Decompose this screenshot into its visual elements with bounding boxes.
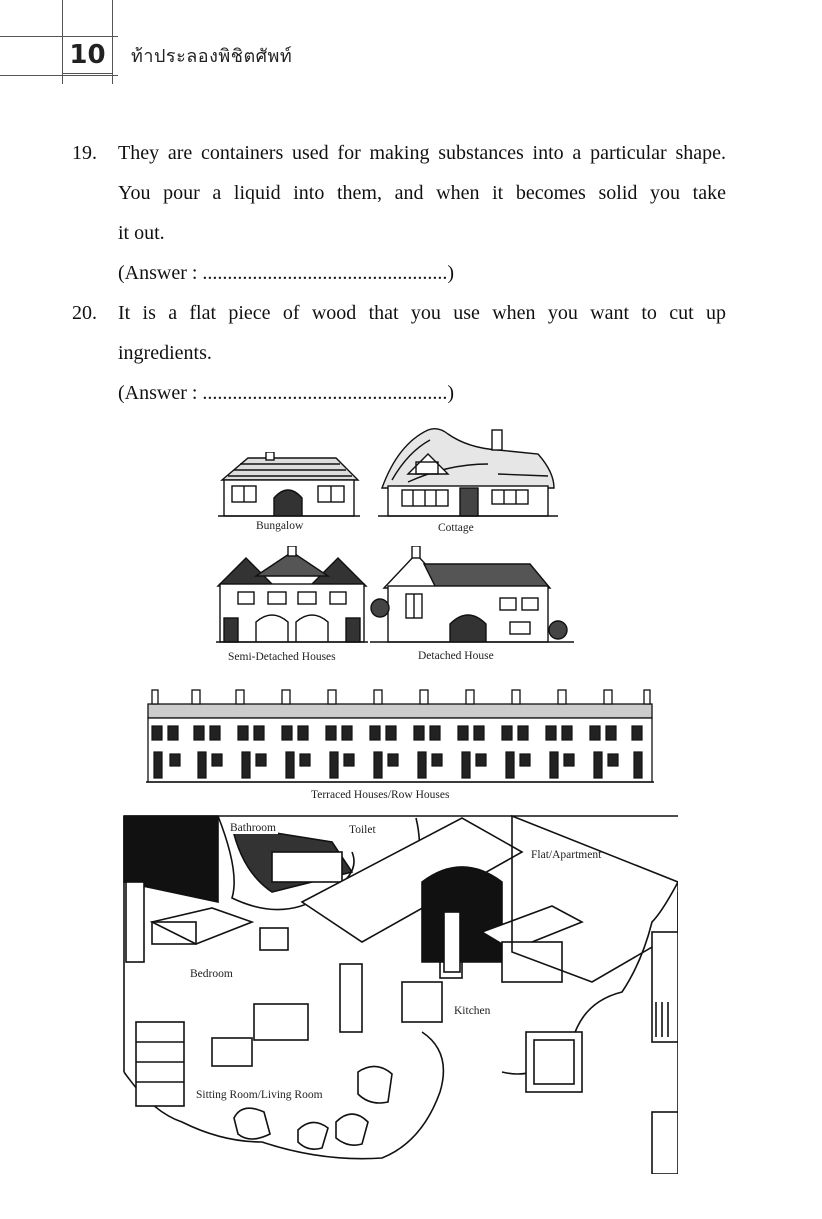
- caption-flat-apartment: Flat/Apartment: [531, 849, 602, 861]
- caption-semi-detached: Semi-Detached Houses: [228, 651, 336, 663]
- caption-sitting-room: Sitting Room/Living Room: [196, 1089, 323, 1101]
- semi-detached-illustration: [216, 546, 368, 646]
- question-19-line-3: it out.: [118, 222, 165, 244]
- bungalow-illustration: [218, 452, 360, 522]
- page-number: 10: [69, 40, 106, 70]
- caption-bungalow: Bungalow: [256, 520, 304, 532]
- question-20-number: 20.: [72, 302, 97, 324]
- question-20-answer[interactable]: (Answer : .................................................): [118, 382, 455, 404]
- caption-cottage: Cottage: [438, 522, 474, 534]
- terraced-houses-illustration: [146, 686, 654, 786]
- caption-bathroom: Bathroom: [230, 822, 276, 834]
- question-20-line-2: ingredients.: [118, 342, 212, 364]
- cottage-illustration: [378, 424, 558, 520]
- caption-detached: Detached House: [418, 650, 494, 662]
- question-19-number: 19.: [72, 142, 97, 164]
- flat-cutaway-illustration: [122, 812, 678, 1174]
- caption-bedroom: Bedroom: [190, 968, 233, 980]
- question-20-line-1: It is a flat piece of wood that you use when you want to cut up: [118, 302, 726, 324]
- question-19-line-1: They are containers used for making substances into a particular shape.: [118, 142, 726, 164]
- caption-kitchen: Kitchen: [454, 1005, 491, 1017]
- caption-toilet: Toilet: [349, 824, 376, 836]
- caption-terraced: Terraced Houses/Row Houses: [311, 789, 450, 801]
- detached-illustration: [370, 546, 574, 646]
- question-19-answer[interactable]: (Answer : .................................................): [118, 262, 455, 284]
- running-title: ท้าประลองพิชิตศัพท์: [131, 46, 293, 67]
- question-19-line-2: You pour a liquid into them, and when it becomes solid you take: [118, 182, 726, 204]
